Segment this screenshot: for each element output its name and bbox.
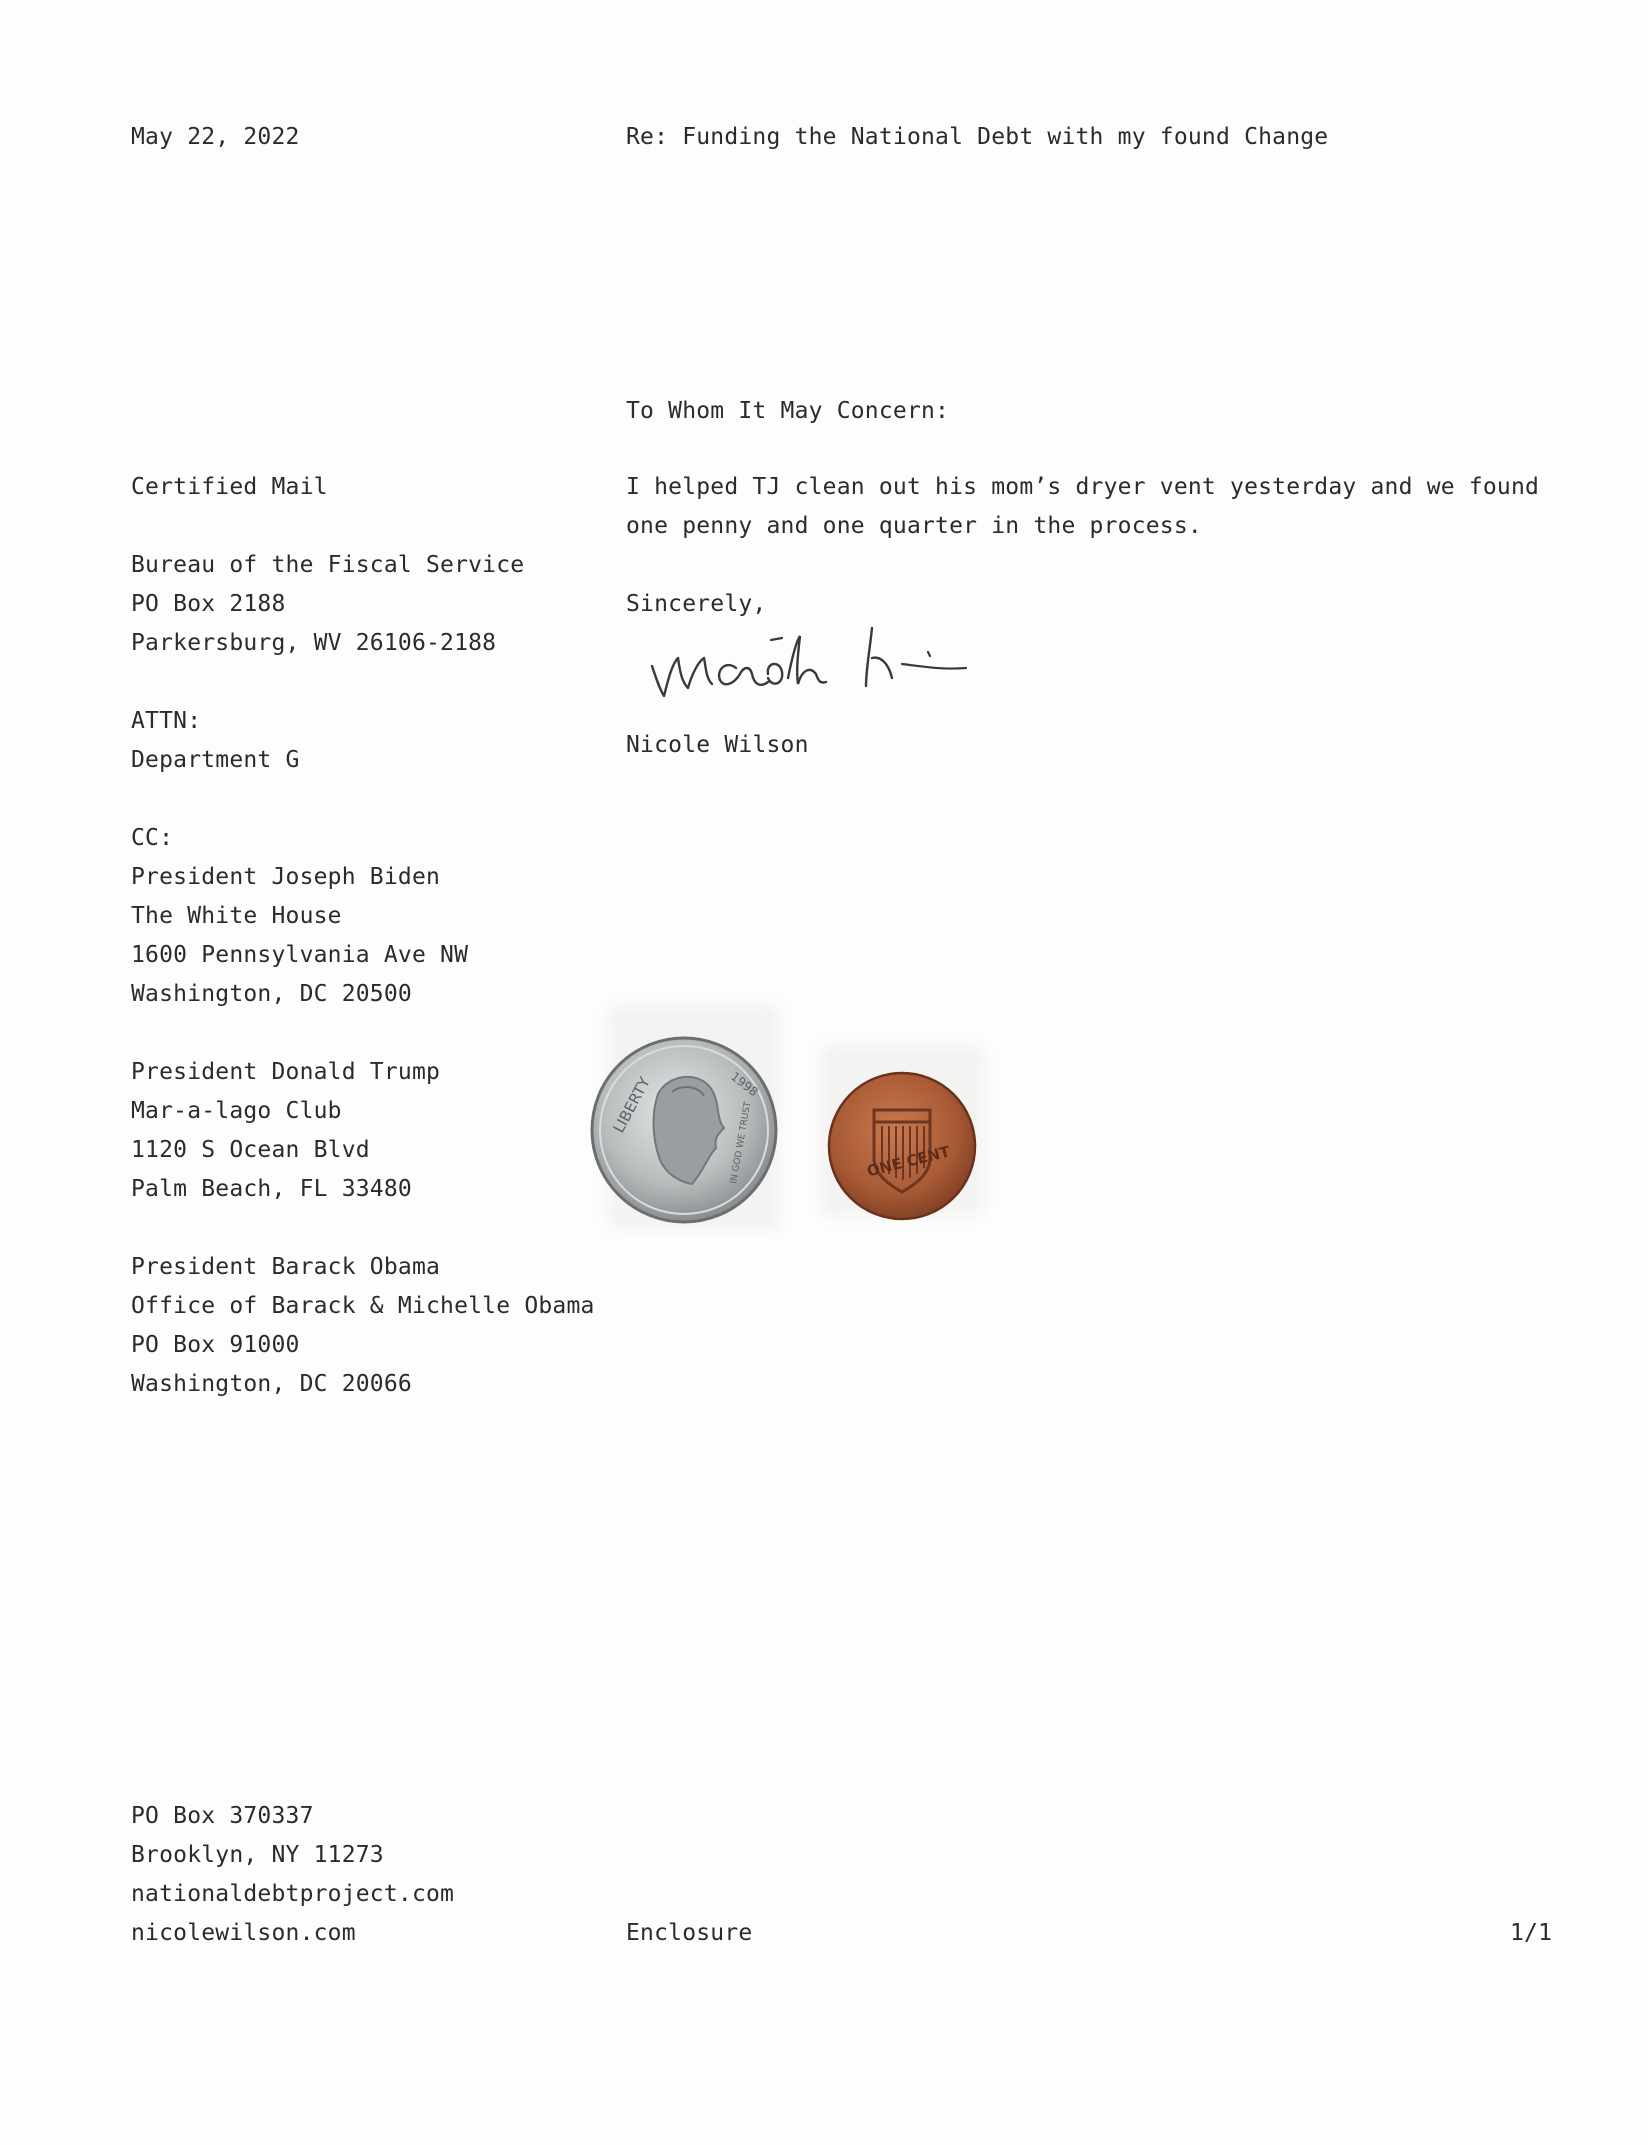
letter-date: May 22, 2022: [131, 124, 300, 150]
recipient-line: Bureau of the Fiscal Service: [131, 552, 525, 578]
mail-type: Certified Mail: [131, 474, 328, 500]
signature-name: Nicole Wilson: [626, 732, 809, 758]
cc-line: President Barack Obama: [131, 1254, 441, 1280]
penny-inscription: ONE CENT: [865, 1142, 952, 1181]
closing: Sincerely,: [626, 591, 767, 617]
attention-value: Department G: [131, 747, 300, 773]
cc-line: Washington, DC 20500: [131, 981, 412, 1007]
cc-line: Office of Barack & Michelle Obama: [131, 1293, 595, 1319]
salutation: To Whom It May Concern:: [626, 398, 950, 424]
body-line: one penny and one quarter in the process.: [626, 513, 1202, 539]
quarter-coin-icon: [588, 1034, 780, 1226]
quarter-inscription: IN GOD WE TRUST: [729, 1100, 754, 1185]
sender-line: Brooklyn, NY 11273: [131, 1842, 384, 1868]
cc-line: The White House: [131, 903, 342, 929]
cc-line: President Joseph Biden: [131, 864, 441, 890]
recipient-line: Parkersburg, WV 26106-2188: [131, 630, 497, 656]
quarter-inscription: LIBERTY: [609, 1074, 654, 1136]
quarter-inscription: 1998: [728, 1069, 761, 1100]
sender-line: PO Box 370337: [131, 1803, 314, 1829]
recipient-line: PO Box 2188: [131, 591, 286, 617]
handwritten-signature-icon: [640, 618, 980, 708]
penny-coin-icon: [826, 1070, 978, 1222]
cc-line: President Donald Trump: [131, 1059, 441, 1085]
sender-website: nicolewilson.com: [131, 1920, 356, 1946]
body-line: I helped TJ clean out his mom’s dryer vent yesterday and we found: [626, 474, 1540, 500]
address-column: [131, 468, 595, 1404]
cc-line: Washington, DC 20066: [131, 1371, 412, 1397]
cc-label: CC:: [131, 825, 174, 851]
cc-line: Mar-a-lago Club: [131, 1098, 342, 1124]
page-number: 1/1: [1510, 1920, 1553, 1946]
sender-address: [131, 1797, 454, 1953]
enclosure-label: Enclosure: [626, 1920, 753, 1946]
sender-website: nationaldebtproject.com: [131, 1881, 455, 1907]
cc-line: Palm Beach, FL 33480: [131, 1176, 412, 1202]
cc-line: 1120 S Ocean Blvd: [131, 1137, 370, 1163]
cc-line: 1600 Pennsylvania Ave NW: [131, 942, 469, 968]
attention-label: ATTN:: [131, 708, 202, 734]
letter-subject: Re: Funding the National Debt with my found Change: [626, 124, 1329, 150]
cc-line: PO Box 91000: [131, 1332, 300, 1358]
letter-body: [626, 468, 1539, 624]
